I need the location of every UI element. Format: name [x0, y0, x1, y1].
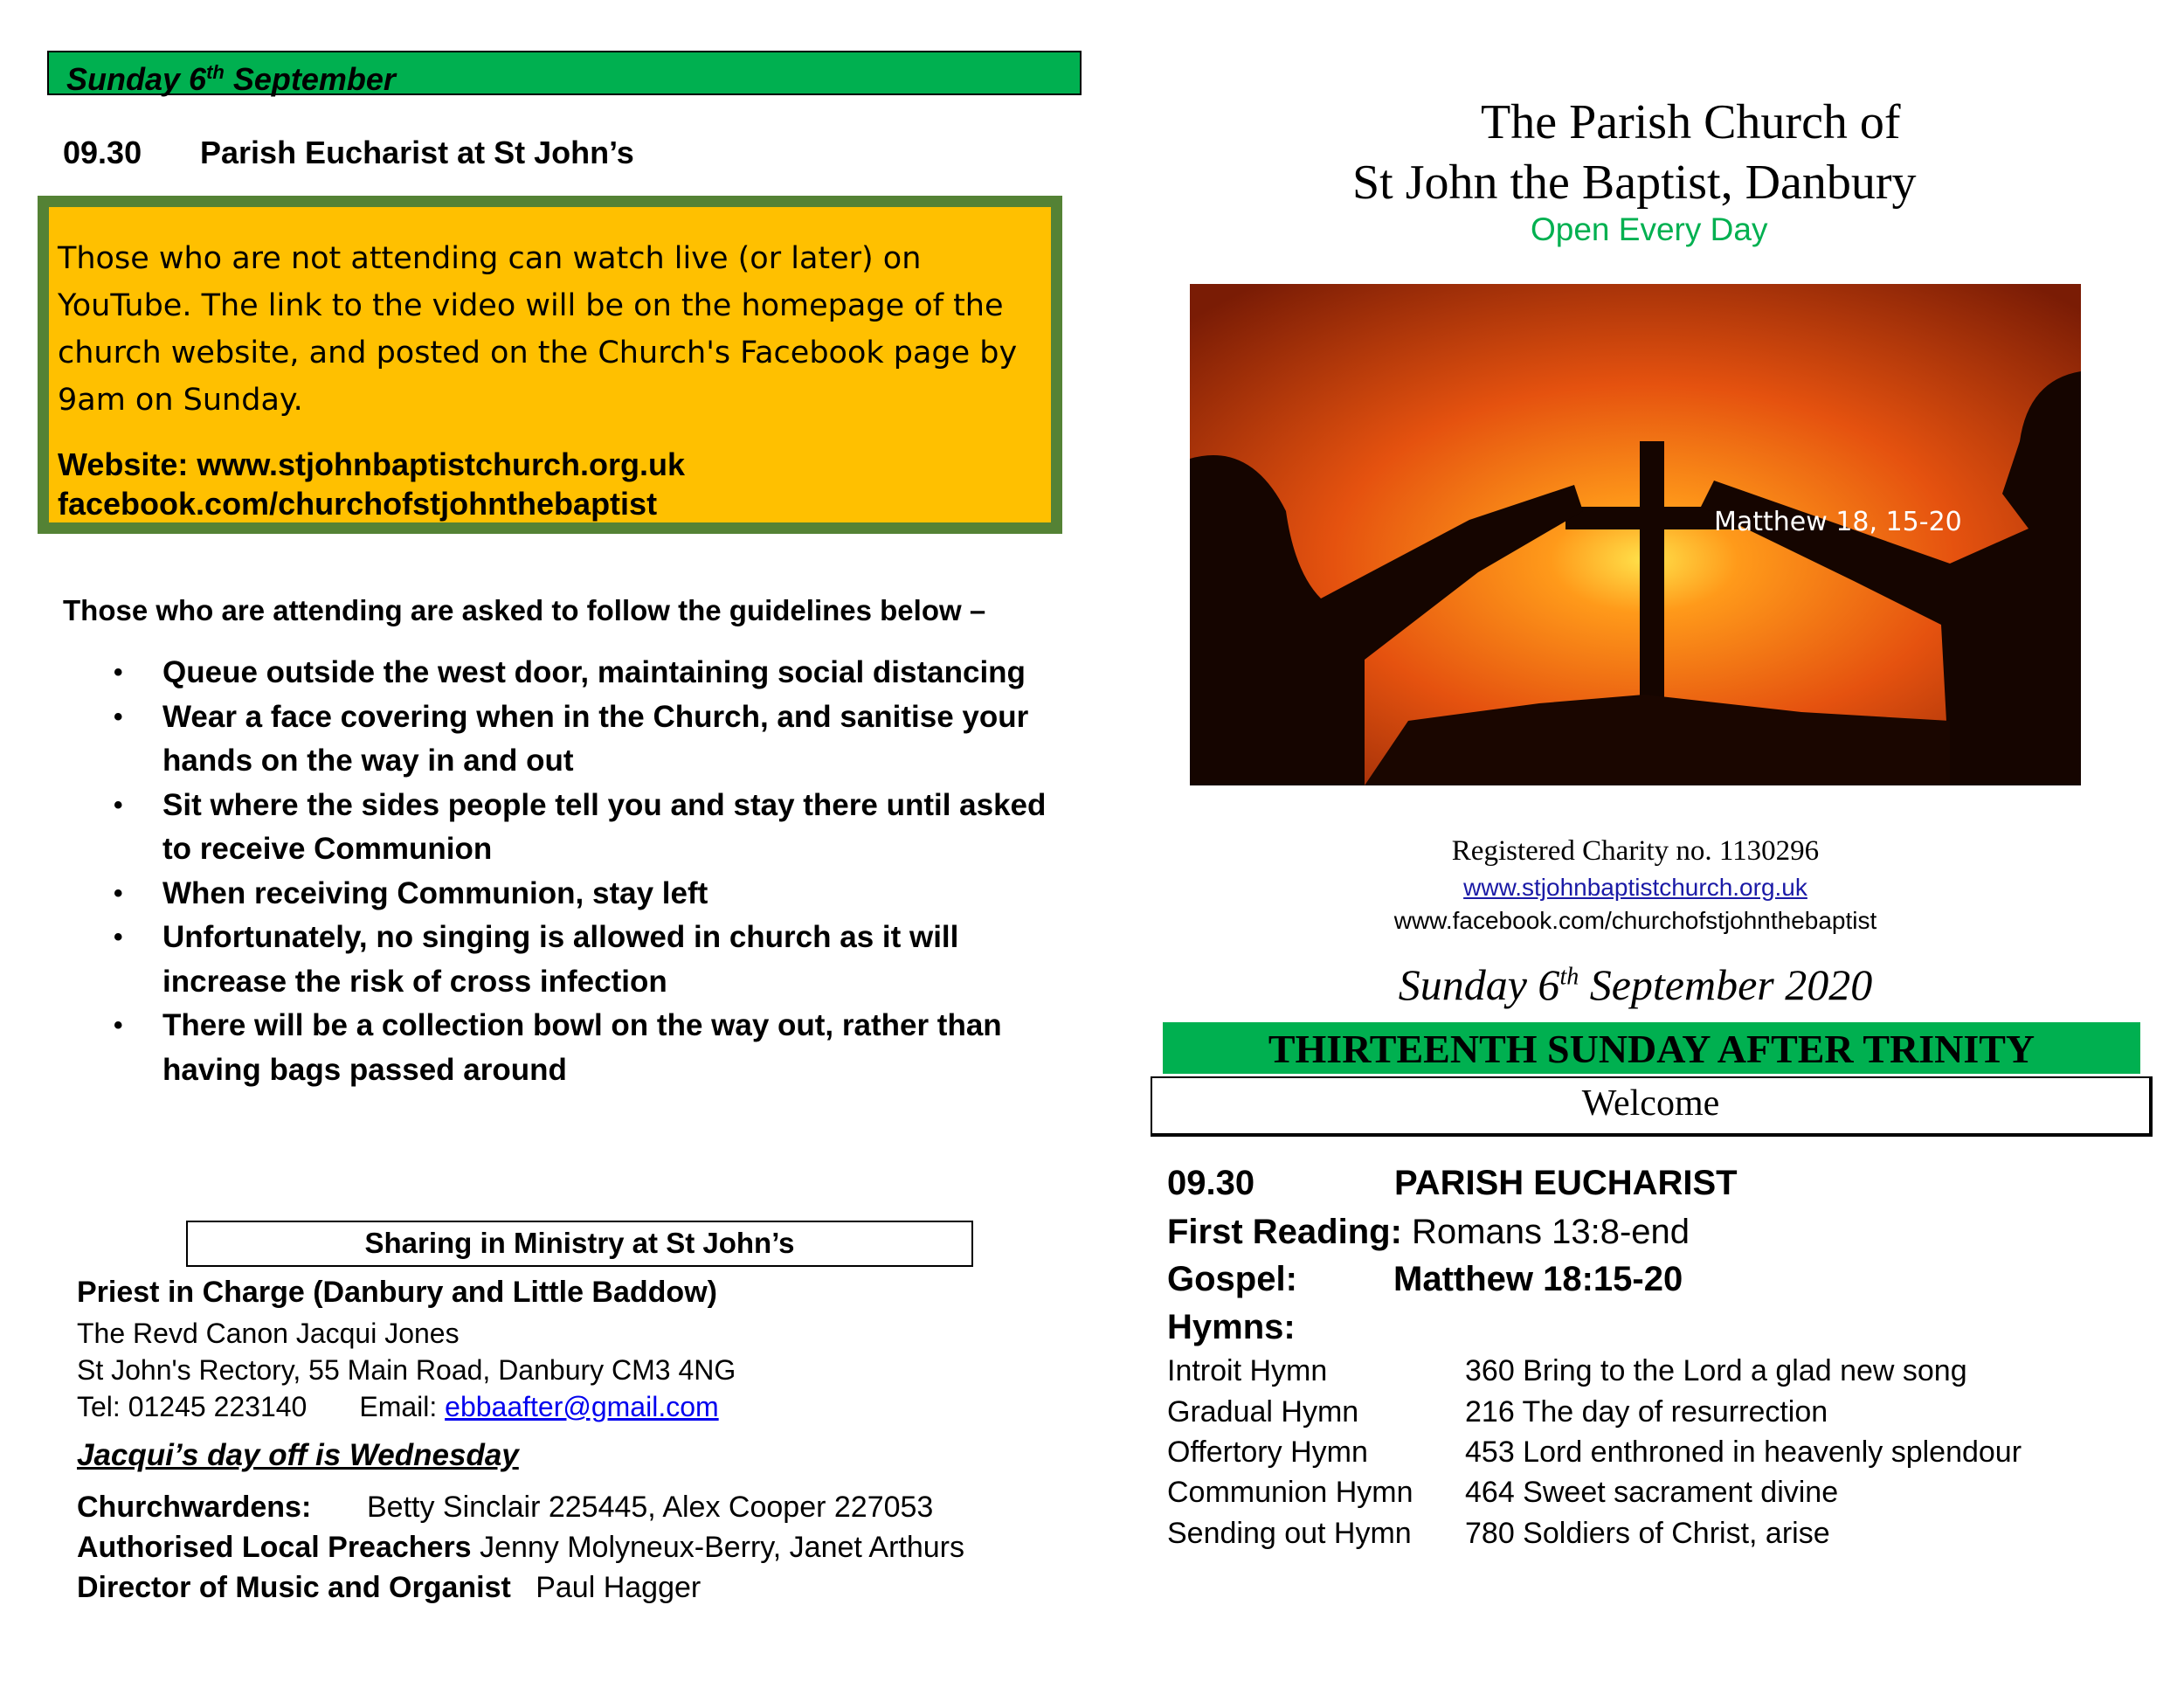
list-item: • When receiving Communion, stay left — [114, 872, 1075, 917]
day-off-note: Jacqui’s day off is Wednesday — [77, 1438, 519, 1472]
tagline: Open Every Day — [1531, 211, 1768, 247]
order-time: 09.30 — [1167, 1164, 1255, 1202]
date-header-bar — [47, 51, 1082, 95]
list-item: • Queue outside the west door, maintaining social distancing — [114, 651, 1075, 695]
preachers: Jenny Molyneux-Berry, Janet Arthurs — [480, 1531, 965, 1564]
hymn-type: Sending out Hymn — [1167, 1517, 1412, 1550]
churchwardens-line — [77, 1491, 933, 1525]
website-line — [1190, 874, 2081, 902]
order-service-name: PARISH EUCHARIST — [1394, 1164, 1738, 1202]
rectory-address: St John's Rectory, 55 Main Road, Danbury CM3 4NG — [77, 1354, 736, 1386]
hymn-title: 453 Lord enthroned in heavenly splendour — [1465, 1435, 2022, 1469]
date-sup: th — [1559, 963, 1579, 991]
email-link[interactable]: ebbaafter@gmail.com — [445, 1391, 719, 1422]
list-item: • Wear a face covering when in the Church, and sanitise your hands on the way in and out — [114, 695, 1075, 784]
hymn-type: Communion Hymn — [1167, 1476, 1413, 1509]
list-item: • Unfortunately, no singing is allowed in church as it will increase the risk of cross infection — [114, 916, 1075, 1004]
hymns-label: Hymns: — [1167, 1308, 1296, 1346]
charity-number: Registered Charity no. 1130296 — [1451, 835, 1820, 867]
telephone: Tel: 01245 223140 — [77, 1391, 308, 1422]
hymn-type: Gradual Hymn — [1167, 1395, 1359, 1429]
first-reading-line — [1167, 1213, 1690, 1252]
preachers-label: Authorised Local Preachers — [77, 1531, 472, 1564]
facebook-link[interactable]: www.facebook.com/churchofstjohnthebaptist — [1393, 907, 1877, 934]
header-month: September — [224, 61, 396, 97]
first-reading-label: First Reading: — [1167, 1213, 1402, 1251]
email-label: Email: — [359, 1391, 446, 1422]
service-time: 09.30 — [63, 135, 142, 170]
notice-facebook[interactable]: facebook.com/churchofstjohnthebaptist — [58, 486, 658, 522]
cross-silhouette-icon — [1190, 284, 2081, 785]
gospel-label: Gospel: — [1167, 1260, 1297, 1298]
churchwardens-label: Churchwardens: — [77, 1491, 312, 1524]
cross-sunset-image — [1190, 284, 2081, 785]
priest-title: Priest in Charge (Danbury and Little Baddow) — [77, 1276, 717, 1309]
churchwardens: Betty Sinclair 225445, Alex Cooper 227053 — [367, 1491, 934, 1524]
service-date — [1190, 959, 2081, 1010]
preachers-line — [77, 1531, 964, 1565]
livestream-notice — [38, 196, 1062, 534]
church-title-line2: St John the Baptist, Danbury — [1352, 156, 1917, 210]
hymn-title: 464 Sweet sacrament divine — [1465, 1476, 1839, 1509]
date-rest: September 2020 — [1579, 960, 1873, 1009]
hymn-title: 216 The day of resurrection — [1465, 1395, 1828, 1429]
date-day: Sunday 6 — [1398, 960, 1560, 1009]
music-director: Paul Hagger — [536, 1571, 702, 1604]
occasion-banner: THIRTEENTH SUNDAY AFTER TRINITY — [1163, 1022, 2140, 1074]
guidelines-intro: Those who are attending are asked to follow the guidelines below – — [63, 594, 986, 626]
music-line — [77, 1571, 701, 1605]
contact-line — [77, 1391, 719, 1423]
ministry-heading: Sharing in Ministry at St John’s — [186, 1221, 973, 1267]
hymn-title: 360 Bring to the Lord a glad new song — [1465, 1354, 1967, 1387]
header-sup: th — [206, 61, 225, 83]
music-label: Director of Music and Organist — [77, 1571, 511, 1604]
church-title-line1: The Parish Church of — [1481, 95, 1901, 149]
gospel: Matthew 18:15-20 — [1393, 1260, 1683, 1298]
header-day: Sunday 6 — [66, 61, 207, 97]
website-link[interactable]: www.stjohnbaptistchurch.org.uk — [1463, 874, 1807, 901]
hymn-title: 780 Soldiers of Christ, arise — [1465, 1517, 1830, 1550]
image-caption: Matthew 18, 15-20 — [1714, 507, 1962, 537]
notice-website[interactable]: Website: www.stjohnbaptistchurch.org.uk — [58, 446, 686, 482]
notice-text: Those who are not attending can watch live (or later) on YouTube. The link to the video will be on the homepage of the church website, and posted on the Church's Facebook page by 9am on Sunday. — [58, 241, 1018, 418]
service-name: Parish Eucharist at St John’s — [200, 135, 634, 170]
hymn-type: Offertory Hymn — [1167, 1435, 1368, 1469]
guidelines-list — [114, 651, 1075, 1092]
list-item: • There will be a collection bowl on the way out, rather than having bags passed around — [114, 1004, 1075, 1092]
list-item: • Sit where the sides people tell you and stay there until asked to receive Communion — [114, 784, 1075, 872]
first-reading: Romans 13:8-end — [1412, 1213, 1690, 1251]
priest-name: The Revd Canon Jacqui Jones — [77, 1318, 460, 1349]
welcome-box: Welcome — [1151, 1076, 2153, 1137]
service-line — [63, 135, 634, 171]
hymn-type: Introit Hymn — [1167, 1354, 1328, 1387]
